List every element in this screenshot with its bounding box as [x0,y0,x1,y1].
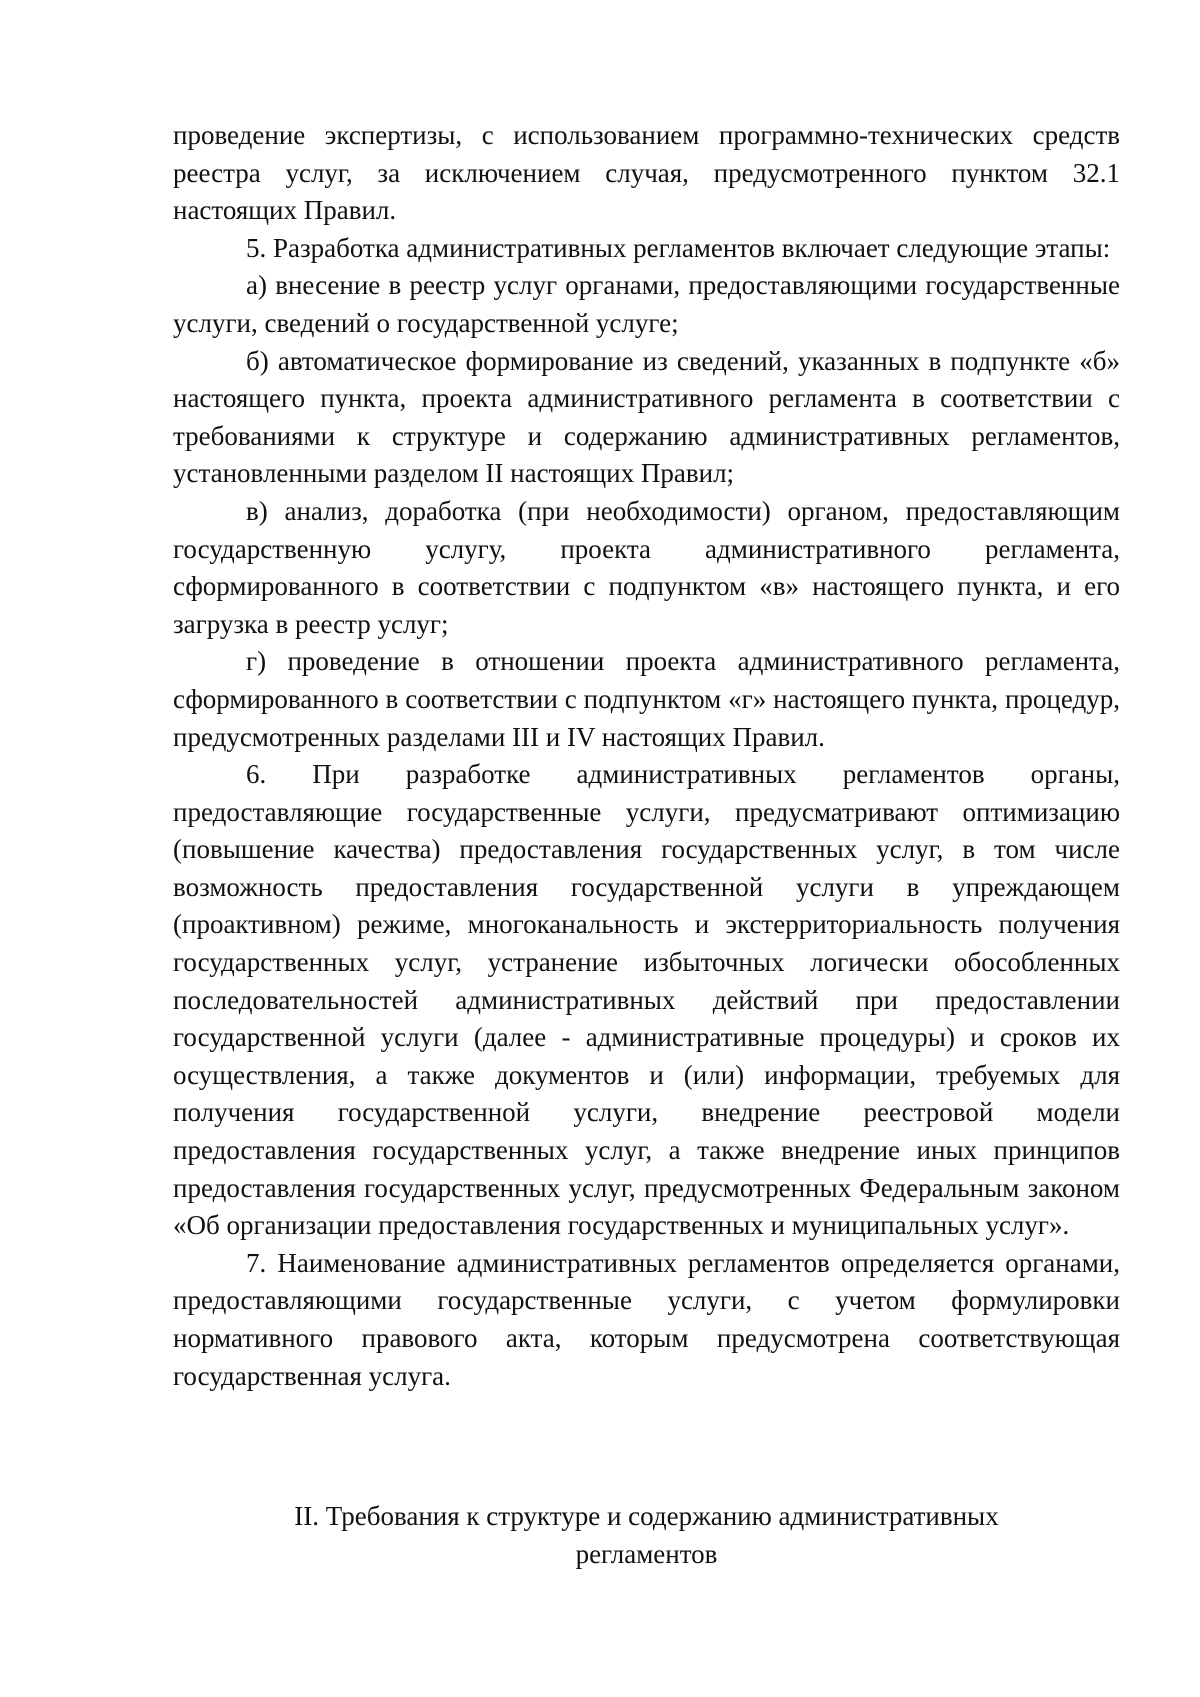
section-heading-line-1: II. Требования к структуре и содержанию административных [294,1501,999,1531]
paragraph-item-7: 7. Наименование административных регламентов определяется органами, предоставляющими государственные услуги, с учетом формулировки нормативного правового акта, которым предусмотрена соответствующая государственная услуга. [173,1247,1120,1391]
paragraph-subitem-v: в) анализ, доработка (при необходимости) органом, предоставляющим государственную услугу, проекта административного регламента, сформированного в соответствии с подпунктом «в» настоящего пункта, и его загрузка в реестр услуг; [173,495,1120,639]
paragraph-subitem-g: г) проведение в отношении проекта административного регламента, сформированного в соответствии с подпунктом «г» настоящего пункта, процедур, предусмотренных разделами III и IV настоящих Правил. [173,646,1120,752]
section-heading-line-2: регламентов [575,1538,718,1569]
document-body [173,117,1120,1395]
section-heading [173,1498,1120,1573]
paragraph-subitem-a: а) внесение в реестр услуг органами, предоставляющими государственные услуги, сведений о государственной услуге; [173,270,1120,338]
paragraph-item-5: 5. Разработка административных регламентов включает следующие этапы: [246,232,1111,263]
paragraph-subitem-b: б) автоматическое формирование из сведений, указанных в подпункте «б» настоящего пункта, проекта административного регламента в соответствии с требованиями к структуре и содержанию административных регламентов, установленными разделом II настоящих Правил; [173,345,1120,489]
paragraph-item-6: 6. При разработке административных регламентов органы, предоставляющие государственные услуги, предусматривают оптимизацию (повышение качества) предоставления государственных услуг, в том числе возможность предоставления государственной услуги в упреждающем (проактивном) режиме, многоканальность и экстерриториальность получения государственных услуг, устранение избыточных логически обособленных последовательностей административных действий при предоставлении государственной услуги (далее - административные процедуры) и сроков их осуществления, а также документов и (или) информации, требуемых для получения государственной услуги, внедрение реестровой модели предоставления государственных услуг, а также внедрение иных принципов предоставления государственных услуг, предусмотренных Федеральным законом «Об организации предоставления государственных и муниципальных услуг». [173,759,1120,1241]
paragraph-continuation: проведение экспертизы, с использованием программно-технических средств реестра услуг, за исключением случая, предусмотренного пунктом 32.1 настоящих Правил. [173,120,1120,226]
